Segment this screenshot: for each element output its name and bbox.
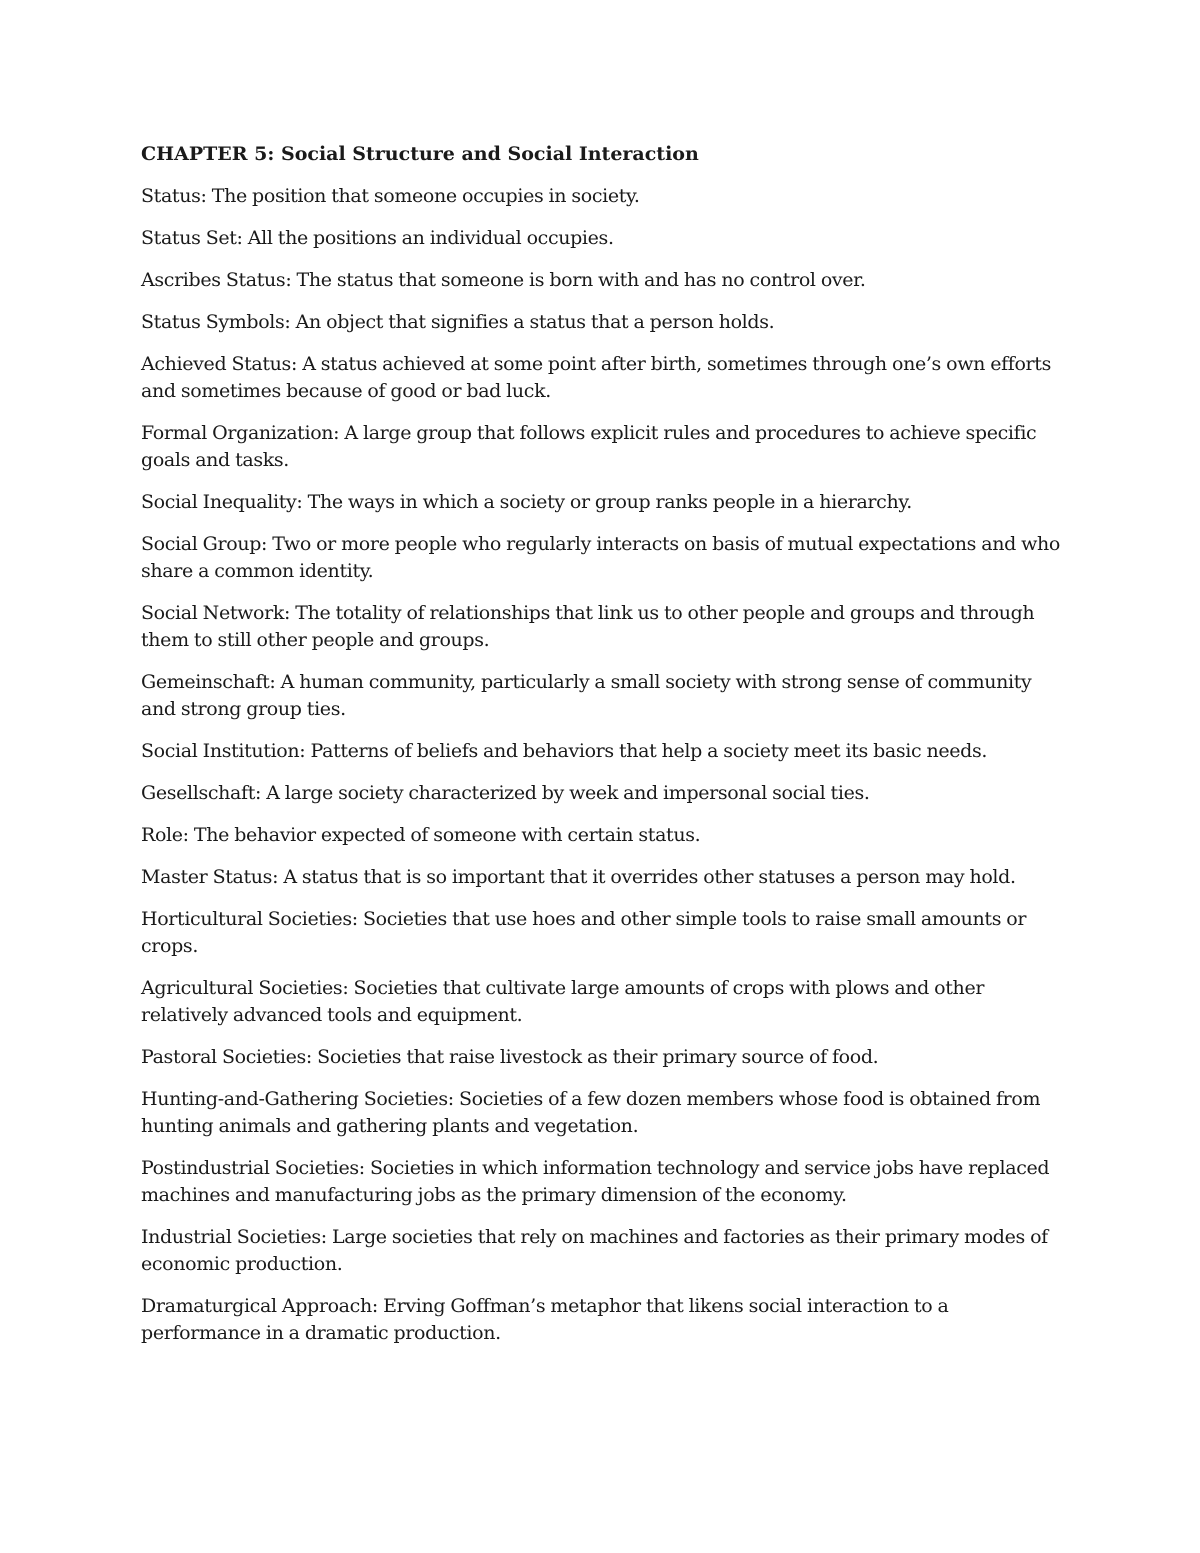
chapter-title: CHAPTER 5: Social Structure and Social Interaction xyxy=(141,143,699,165)
definition-formal-organization: Formal Organization: A large group that follows explicit rules and procedures to achieve specific goals and tasks. xyxy=(141,422,1037,471)
definition-hunting-gathering-societies: Hunting-and-Gathering Societies: Societies of a few dozen members whose food is obtained from hunting animals and gathering plants and vegetation. xyxy=(141,1088,1041,1137)
definition-industrial-societies: Industrial Societies: Large societies that rely on machines and factories as their primary modes of economic production. xyxy=(141,1226,1048,1275)
definition-achieved-status: Achieved Status: A status achieved at some point after birth, sometimes through one’s own efforts and sometimes because of good or bad luck. xyxy=(141,353,1051,402)
definition-gemeinschaft: Gemeinschaft: A human community, particularly a small society with strong sense of community and strong group ties. xyxy=(141,671,1032,720)
definition-status: Status: The position that someone occupies in society. xyxy=(141,185,640,207)
definition-ascribed-status: Ascribes Status: The status that someone is born with and has no control over. xyxy=(141,269,866,291)
definition-postindustrial-societies: Postindustrial Societies: Societies in which information technology and service jobs have replaced machines and manufacturing jobs as the primary dimension of the economy. xyxy=(141,1157,1050,1206)
definition-gesellschaft: Gesellschaft: A large society characterized by week and impersonal social ties. xyxy=(141,782,870,804)
definition-agricultural-societies: Agricultural Societies: Societies that cultivate large amounts of crops with plows and other relatively advanced tools and equipment. xyxy=(141,977,985,1026)
document-page xyxy=(141,141,1071,1362)
definition-pastoral-societies: Pastoral Societies: Societies that raise livestock as their primary source of food. xyxy=(141,1046,879,1068)
definition-master-status: Master Status: A status that is so important that it overrides other statuses a person may hold. xyxy=(141,866,1016,888)
definition-status-symbols: Status Symbols: An object that signifies a status that a person holds. xyxy=(141,311,775,333)
definition-role: Role: The behavior expected of someone with certain status. xyxy=(141,824,701,846)
definition-social-inequality: Social Inequality: The ways in which a society or group ranks people in a hierarchy. xyxy=(141,491,912,513)
definition-status-set: Status Set: All the positions an individual occupies. xyxy=(141,227,614,249)
definition-social-network: Social Network: The totality of relationships that link us to other people and groups and through them to still other people and groups. xyxy=(141,602,1035,651)
definition-social-group: Social Group: Two or more people who regularly interacts on basis of mutual expectations and who share a common identity. xyxy=(141,533,1061,582)
definition-horticultural-societies: Horticultural Societies: Societies that use hoes and other simple tools to raise small amounts or crops. xyxy=(141,908,1027,957)
definition-social-institution: Social Institution: Patterns of beliefs and behaviors that help a society meet its basic needs. xyxy=(141,740,988,762)
definition-dramaturgical-approach: Dramaturgical Approach: Erving Goffman’s metaphor that likens social interaction to a performance in a dramatic production. xyxy=(141,1295,949,1344)
